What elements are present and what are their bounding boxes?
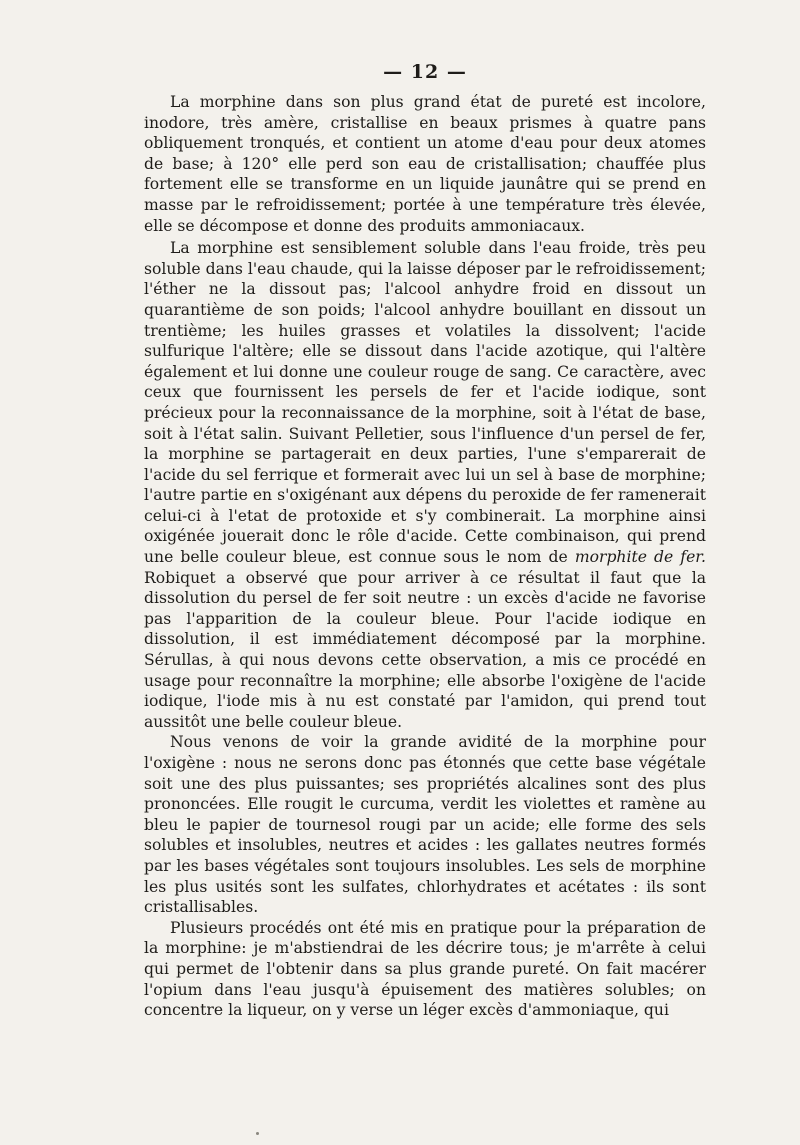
italic-term: morphite de fer. [574,548,706,567]
paragraph-2 [144,238,706,732]
paragraph-2-text-b: Robiquet a observé que pour arriver à ce résultat il faut que la dissolution du persel de fer soit neutre : un excès d'acide ne favorise pas l'apparition de la couleur bleue. Pour l'acide iodique en dissolution, il est immédiatement décomposé par la morphine. Sérullas, à qui nous devons cette observation, a mis ce procédé en usage pour reconnaître la morphine; elle absorbe l'oxigène de l'acide iodique, l'iode mis à nu est constaté par l'amidon, qui prend tout aussitôt une belle couleur bleue. [144,568,706,731]
ink-speck [256,1132,259,1135]
paragraph-4: Plusieurs procédés ont été mis en pratique pour la préparation de la morphine: je m'abstiendrai de les décrire tous; je m'arrête à celui qui permet de l'obtenir dans sa plus grande pureté. On fait macérer l'opium dans l'eau jusqu'à épuisement des matières solubles; on concentre la liqueur, on y verse un léger excès d'ammoniaque, qui [144,918,706,1020]
paragraph-2-text-a: La morphine est sensiblement soluble dans l'eau froide, très peu soluble dans l'eau chaude, qui la laisse déposer par le refroidissement; l'éther ne la dissout pas; l'alcool anhydre froid en dissout un quarantième de son poids; l'alcool anhydre bouillant en dissout un trentième; les huiles grasses et volatiles la dissolvent; l'acide sulfurique l'altère; elle se dissout dans l'acide azotique, qui l'altère également et lui donne une couleur rouge de sang. Ce caractère, avec ceux que fournissent les persels de fer et l'acide iodique, sont précieux pour la reconnaissance de la morphine, soit à l'état de base, soit à l'état salin. Suivant Pelletier, sous l'influence d'un persel de fer, la morphine se partagerait en deux parties, l'une s'emparerait de l'acide du sel ferrique et formerait avec lui un sel à base de morphine; l'autre partie en s'oxigénant aux dépens du peroxide de fer ramenerait celui-ci à l'etat de protoxide et s'y combinerait. La morphine ainsi oxigénée jouerait donc le rôle d'acide. Cette combinaison, qui prend une belle couleur bleue, est connue sous le nom de [144,239,706,567]
page-body [144,92,706,1021]
paragraph-3: Nous venons de voir la grande avidité de la morphine pour l'oxigène : nous ne serons donc pas étonnés que cette base végétale soit une des plus puissantes; ses propriétés alcalines sont des plus prononcées. Elle rougit le curcuma, verdit les violettes et ramène au bleu le papier de tournesol rougi par un acide; elle forme des sels solubles et insolubles, neutres et acides : les gallates neutres formés par les bases végétales sont toujours insolubles. Les sels de morphine les plus usités sont les sulfates, chlorhydrates et acétates : ils sont cristallisables. [144,733,706,917]
page-number: — 12 — [383,61,467,83]
paragraph-1: La morphine dans son plus grand état de pureté est incolore, inodore, très amère, cristallise en beaux prismes à quatre pans obliquement tronqués, et contient un atome d'eau pour deux atomes de base; à 120° elle perd son eau de cristallisation; chauffée plus fortement elle se transforme en un liquide jaunâtre qui se prend en masse par le refroidissement; portée à une température très élevée, elle se décompose et donne des produits ammoniacaux. [144,93,706,235]
